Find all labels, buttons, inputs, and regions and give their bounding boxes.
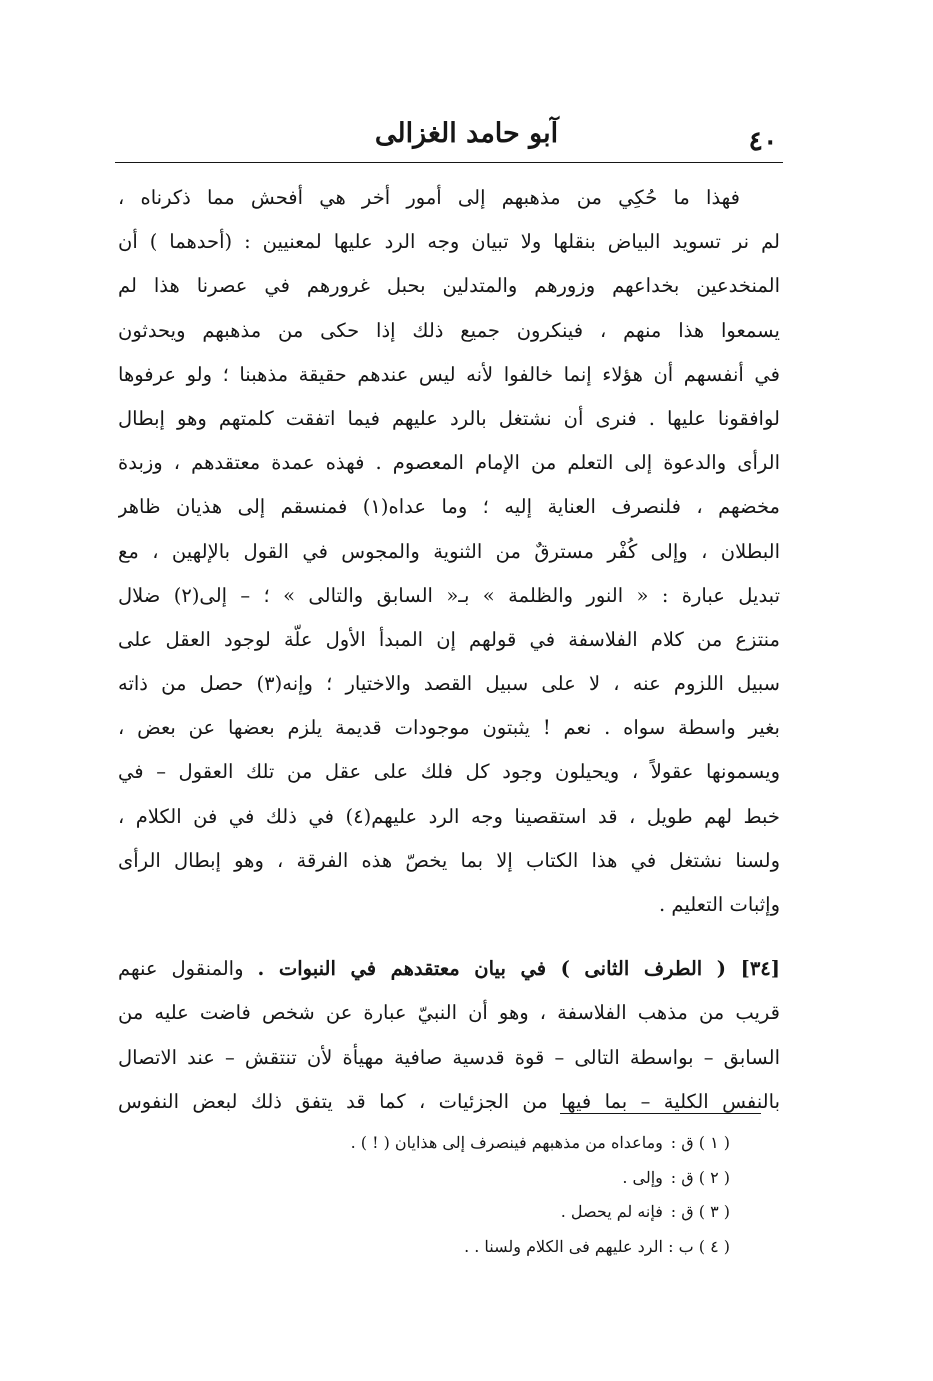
footnote-marker: ( ٤ ) ب : [668,1236,730,1256]
footnote-marker: ( ٣ ) ق : [670,1202,730,1221]
header-rule [115,162,783,163]
text-line: ويسمونها عقولاً ، ويحيلون وجود كل فلك على عقل من تلك العقول – في [118,760,780,784]
text-line: سبيل اللزوم عنه ، لا على سبيل القصد والاختيار ؛ وإنه(٣) حصل من ذاته [118,672,780,696]
text-line: فهذا ما حُكِي من مذهبهم إلى أمور أخر هي أفحش مما ذكرناه ، [118,186,740,209]
footnote [180,1195,730,1230]
page-number: ٤٠ [748,126,778,157]
text-line: منتزع من كلام الفلاسفة في قولهم إن المبدأ الأول علّة لوجود العقل على [118,627,780,651]
text-line: السابق – بواسطة التالى – قوة قدسية صافية مهيأة لأن تنتقش – عند الاتصال [118,1045,780,1069]
footnote-text: وإلى . [622,1167,663,1187]
text-line: لوافقونا عليها . فنرى أن نشتغل بالرد عليهم فيما اتفقت كلمتهم وهو إبطال [118,406,780,430]
section-34-first-line [118,947,780,991]
text-line: يسمعوا هذا منهم ، فينكرون جميع ذلك إذا حكى من مذهبهم ويحدثون [118,318,780,342]
text-line: الرأى والدعوة إلى التعلم من الإمام المعصوم . فهذه عمدة معتقدهم ، وزبدة [118,451,780,475]
footnote-text: وماعداه من مذهبهم فينصرف إلى هذايان ( ! ) . [350,1133,663,1152]
text-line: وإثبات التعليم . [658,893,780,916]
footnote-marker: ( ١ ) ق : [670,1133,730,1152]
text-line: مخضهم ، فلنصرف العناية إليه ؛ وما عداه(١) فمنسقم إلى هذيان ظاهر [118,495,780,519]
footnote [180,1126,730,1161]
text-line: المنخدعين بخداعهم وزورهم والمتدلين بحبل غرورهم في عصرنا هذا لم [118,274,780,298]
text-line: بالنفس الكلية – بما فيها من الجزئيات ، كما قد يتفق ذلك لبعض النفوس [118,1089,780,1113]
text-line: لم نر تسويد البياض بنقلها ولا تبيان وجه الرد عليها لمعنيين : (أحدهما ) أن [118,230,780,254]
text-line: البطلان ، وإلى كُفْر مسترقٌ من الثنوية والمجوس في القول بالإلهين ، مع [118,539,780,563]
section-heading: [٣٤] ( الطرف الثانى ) في بيان معتقدهم في النبوات . [257,957,780,981]
text-line: ولسنا نشتغل في هذا الكتاب إلا بما يخصّ هذه الفرقة ، وهو إبطال الرأى [118,848,780,872]
text-line: تبديل عبارة : « النور والظلمة » بـ« السابق والتالى » ؛ – إلى(٢) ضلال [118,583,780,607]
footnote [180,1230,730,1265]
text-line: بغير واسطة سواه . نعم ! يثبتون موجودات قديمة يلزم بعضها عن بعض ، [118,716,780,740]
footnote-text: الرد عليهم فى الكلام ولسنا . . [464,1236,663,1256]
footnote-marker: ( ٢ ) ق : [670,1167,730,1187]
footnotes [180,1126,730,1264]
section-heading-continuation: والمنقول عنهم [118,957,244,981]
text-line: في أنفسهم أن هؤلاء إنما خالفوا لأنه ليس عندهم حقيقة مذهبنا ؛ ولو عرفوها [118,362,780,386]
running-header-title: آبو حامد الغزالی [374,118,559,149]
footnote-text: فإنه لم يحصل . [560,1202,663,1221]
footnote [180,1161,730,1196]
body-text [118,176,780,1124]
text-line: خبط لهم طويل ، قد استقصينا وجه الرد عليهم(٤) في ذلك في فن الكلام ، [118,804,780,828]
paragraph-spacer [118,927,780,947]
footnote-rule [560,1113,761,1114]
text-line: قريب من مذهب الفلاسفة ، وهو أن النبيّ عبارة عن شخص فاضت عليه من [118,1001,780,1025]
